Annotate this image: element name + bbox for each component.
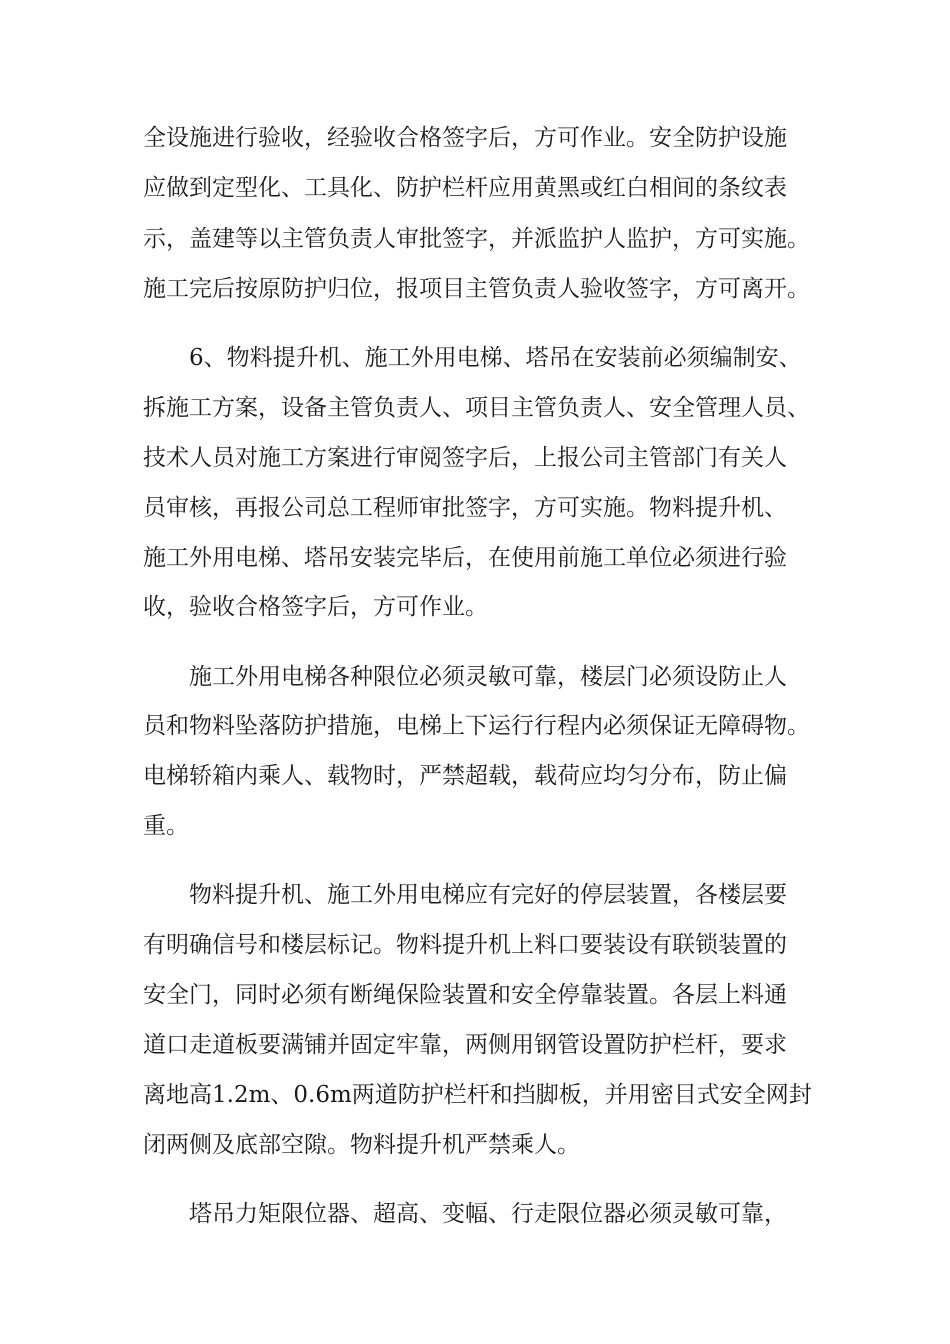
text-line: 收，验收合格签字后，方可作业。 [143, 594, 488, 620]
text-line: 有明确信号和楼层标记。物料提升机上料口要装设有联锁装置的 [143, 932, 787, 958]
text-line: 应做到定型化、工具化、防护栏杆应用黄黑或红白相间的条纹表 [143, 175, 787, 201]
text-line: 道口走道板要满铺并固定牢靠，两侧用钢管设置防护栏杆，要求 [143, 1032, 787, 1058]
text-line: 施工外用电梯各种限位必须灵敏可靠，楼层门必须设防止人 [189, 664, 787, 690]
text-line: 示，盖建等以主管负责人审批签字，并派监护人监护，方可实施。 [143, 226, 810, 252]
text-line: 离地高1.2m、0.6m两道防护栏杆和挡脚板，并用密目式安全网封 [143, 1082, 812, 1108]
text-line: 物料提升机、施工外用电梯应有完好的停层装置，各楼层要 [189, 882, 787, 908]
text-line: 施工外用电梯、塔吊安装完毕后，在使用前施工单位必须进行验 [143, 545, 787, 571]
text-line: 拆施工方案，设备主管负责人、项目主管负责人、安全管理人员、 [143, 395, 810, 421]
text-line: 全设施进行验收，经验收合格签字后，方可作业。安全防护设施 [143, 125, 787, 151]
text-line: 6、物料提升机、施工外用电梯、塔吊在安装前必须编制安、 [189, 345, 802, 371]
text-line: 员审核，再报公司总工程师审批签字，方可实施。物料提升机、 [143, 495, 787, 521]
text-line: 施工完后按原防护归位，报项目主管负责人验收签字，方可离开。 [143, 276, 810, 302]
text-line: 塔吊力矩限位器、超高、变幅、行走限位器必须灵敏可靠， [189, 1201, 787, 1227]
text-line: 员和物料坠落防护措施，电梯上下运行行程内必须保证无障碍物。 [143, 713, 810, 739]
text-line: 电梯轿箱内乘人、载物时，严禁超载，载荷应均匀分布，防止偏 [143, 763, 787, 789]
text-line: 闭两侧及底部空隙。物料提升机严禁乘人。 [143, 1132, 580, 1158]
text-line: 技术人员对施工方案进行审阅签字后，上报公司主管部门有关人 [143, 445, 787, 471]
text-line: 安全门，同时必须有断绳保险装置和安全停靠装置。各层上料通 [143, 982, 787, 1008]
text-line: 重。 [143, 813, 189, 839]
